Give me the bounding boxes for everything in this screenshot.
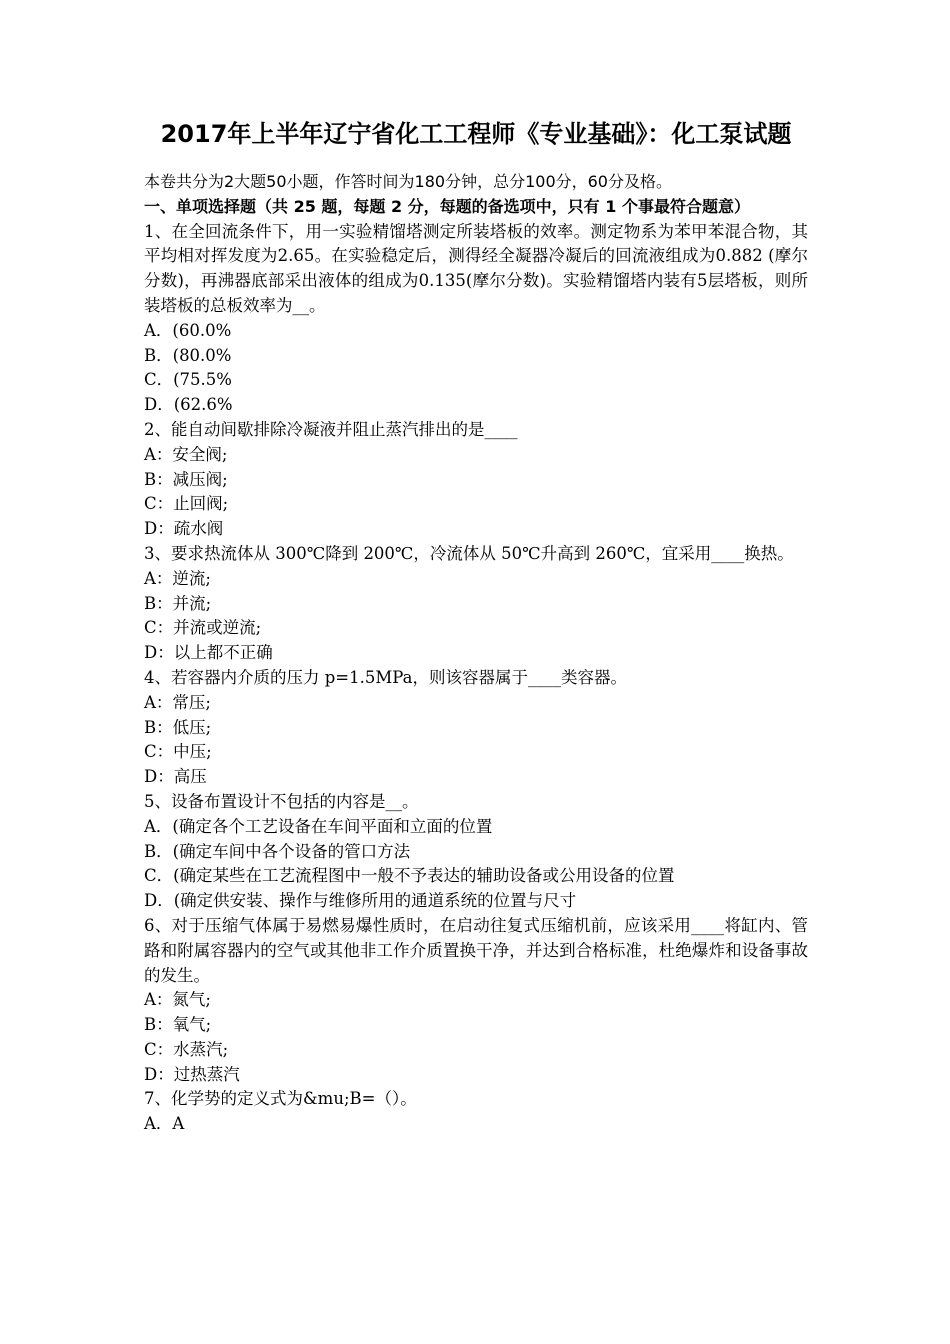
option-d: D：疏水阀 — [144, 519, 224, 539]
option-a: A．A — [144, 1114, 185, 1134]
option-a: A．(确定各个工艺设备在车间平面和立面的位置 — [144, 816, 493, 836]
question-block — [144, 220, 808, 418]
document-title: 2017年上半年辽宁省化工工程师《专业基础》：化工泵试题 — [160, 120, 792, 148]
option-a: A：氮气; — [144, 990, 211, 1010]
exam-intro: 本卷共分为2大题50小题，作答时间为180分钟，总分100分，60分及格。 — [144, 172, 672, 191]
question-text: 3、要求热流体从 300℃降到 200℃，冷流体从 50℃升高到 260℃，宜采用____换热。 — [144, 543, 794, 563]
question-text: 6、对于压缩气体属于易燃易爆性质时，在启动往复式压缩机前，应该采用____将缸内、管路和附属容器内的空气或其他非工作介质置换干净，并达到合格标准，杜绝爆炸和设备事故的发生。 — [144, 915, 808, 985]
option-b: B：并流; — [144, 593, 212, 613]
option-b: B：氧气; — [144, 1015, 212, 1035]
option-c: C：并流或逆流; — [144, 618, 262, 638]
option-b: B．(80.0% — [144, 345, 232, 365]
option-c: C．(确定某些在工艺流程图中一般不予表达的辅助设备或公用设备的位置 — [144, 866, 675, 886]
option-b: B：低压; — [144, 717, 212, 737]
option-c: C．(75.5% — [144, 370, 232, 390]
option-a: A．(60.0% — [144, 320, 232, 340]
option-d: D：过热蒸汽 — [144, 1064, 240, 1084]
question-text: 4、若容器内介质的压力 p=1.5MPa，则该容器属于____类容器。 — [144, 667, 627, 687]
option-d: D．(62.6% — [144, 395, 233, 415]
question-text: 2、能自动间歇排除冷凝液并阻止蒸汽排出的是____ — [144, 419, 518, 439]
section-heading: 一、单项选择题（共 25 题，每题 2 分，每题的备选项中，只有 1 个事最符合题意） — [144, 196, 750, 216]
question-block — [144, 418, 808, 542]
option-a: A：安全阀; — [144, 444, 228, 464]
question-block — [144, 1087, 808, 1137]
document-page — [144, 118, 808, 1137]
option-c: C：水蒸汽; — [144, 1039, 229, 1059]
option-d: D．(确定供安装、操作与维修所用的通道系统的位置与尺寸 — [144, 891, 577, 911]
question-block — [144, 914, 808, 1088]
question-block — [144, 666, 808, 790]
question-text: 7、化学势的定义式为&mu;B=（）。 — [144, 1089, 417, 1109]
option-d: D：高压 — [144, 767, 207, 787]
option-b: B．(确定车间中各个设备的管口方法 — [144, 841, 411, 861]
question-text: 5、设备布置设计不包括的内容是__。 — [144, 791, 419, 811]
option-b: B：减压阀; — [144, 469, 228, 489]
question-block — [144, 790, 808, 914]
question-block — [144, 542, 808, 666]
option-c: C：中压; — [144, 742, 212, 762]
option-c: C：止回阀; — [144, 494, 229, 514]
option-d: D：以上都不正确 — [144, 643, 273, 663]
option-a: A：逆流; — [144, 568, 211, 588]
option-a: A：常压; — [144, 692, 211, 712]
question-text: 1、在全回流条件下，用一实验精馏塔测定所装塔板的效率。测定物系为苯甲苯混合物，其平均相对挥发度为2.65。在实验稳定后，测得经全凝器冷凝后的回流液组成为0.882 (摩尔分数)，再沸器底部采出液体的组成为0.135(摩尔分数)。实验精馏塔内装有5层塔板，则所装塔板的总板效率为__。 — [144, 221, 808, 315]
